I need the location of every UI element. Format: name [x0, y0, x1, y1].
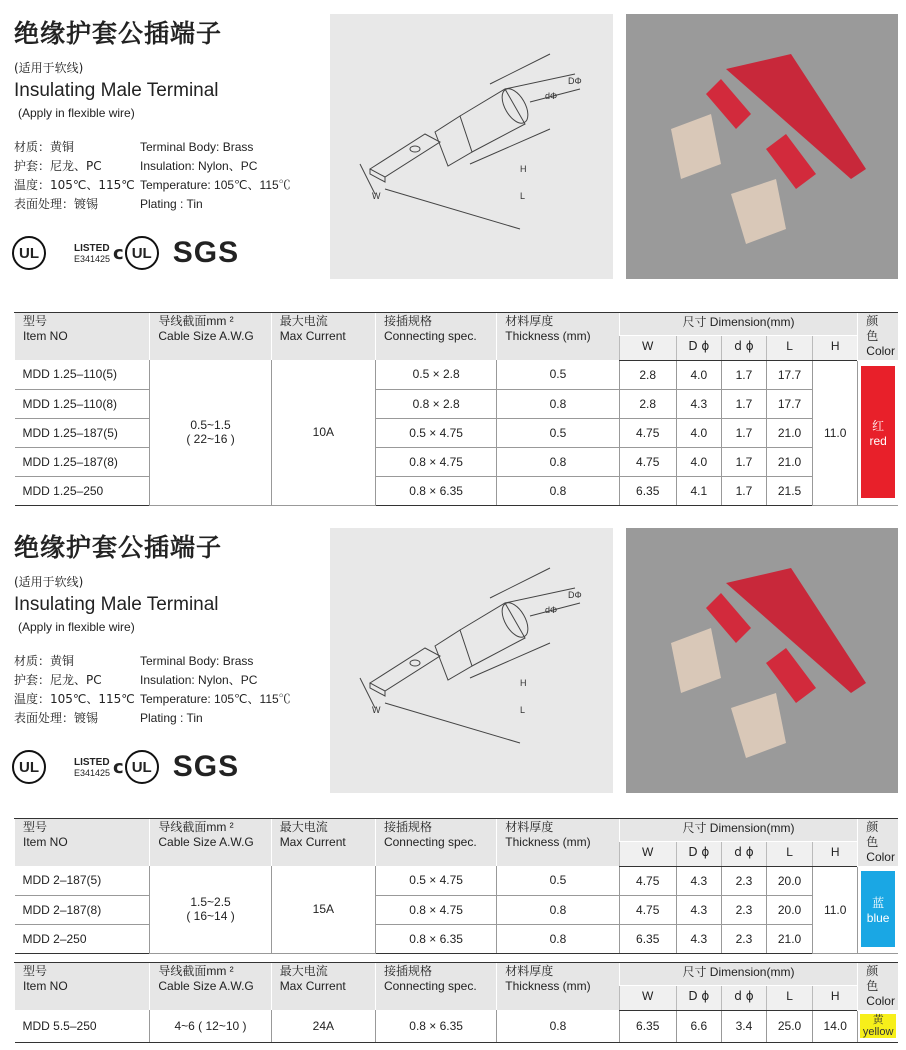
header-current	[271, 963, 375, 1011]
dim-d: 2.3	[721, 866, 766, 895]
certification-logos	[12, 750, 239, 784]
item-no: MDD 1.25–110(8)	[15, 389, 150, 418]
color-swatch	[858, 866, 898, 953]
product-photo	[626, 528, 898, 793]
thickness: 0.5	[497, 360, 619, 389]
color-name-en: red	[869, 433, 887, 448]
file-number: E341425	[74, 767, 111, 778]
max-current: 10A	[271, 360, 375, 505]
header-cable	[150, 963, 271, 1011]
L-label: L	[520, 191, 526, 201]
dim-W: 6.35	[619, 476, 676, 505]
dim-W: 6.35	[619, 924, 676, 953]
header-thickness	[497, 313, 619, 361]
conn-en: Connecting spec.	[383, 979, 477, 993]
color-swatch	[858, 360, 898, 505]
cable-mm: 0.5~1.5	[190, 418, 231, 433]
note-cn: (适用于软线)	[14, 575, 84, 589]
conn-spec: 0.8 × 6.35	[375, 924, 496, 953]
conn-spec: 0.5 × 2.8	[375, 360, 496, 389]
header-thickness	[497, 963, 619, 1011]
color-en: Color	[866, 850, 895, 864]
header-D: D ϕ	[676, 335, 721, 360]
c-mark: c	[113, 756, 124, 778]
color-name-cn: 黄	[872, 1014, 884, 1026]
header-conn	[375, 819, 496, 867]
header-W: W	[619, 841, 676, 866]
header-L: L	[767, 335, 813, 360]
cable-cn: 导线截面mm ²	[158, 964, 234, 978]
title-en: Insulating Male Terminal	[14, 594, 219, 615]
spec-cn: 表面处理：镀锡	[14, 197, 99, 211]
cable-size	[150, 360, 271, 505]
conn-spec: 0.8 × 4.75	[375, 895, 496, 924]
spec-en: Terminal Body: Brass	[140, 654, 254, 668]
thickness: 0.5	[497, 866, 619, 895]
title-cn: 绝缘护套公插端子	[14, 19, 223, 48]
spec-table-3	[14, 962, 898, 1043]
dim-d: 1.7	[721, 360, 766, 389]
thickness: 0.8	[497, 476, 619, 505]
cable-awg: ( 22~16 )	[186, 432, 235, 447]
header-d: d ϕ	[721, 985, 766, 1010]
red-terminal-photo-icon	[626, 14, 898, 279]
cable-cn: 导线截面mm ²	[158, 314, 234, 328]
thickness: 0.8	[497, 895, 619, 924]
item-no: MDD 1.25–110(5)	[15, 360, 150, 389]
file-number: E341425	[74, 253, 111, 264]
conn-spec: 0.5 × 4.75	[375, 418, 496, 447]
header-color	[858, 313, 898, 361]
header-D: D ϕ	[676, 841, 721, 866]
conn-spec: 0.8 × 4.75	[375, 447, 496, 476]
thick-cn: 材料厚度	[505, 820, 554, 834]
dim-W: 2.8	[619, 389, 676, 418]
cable-cn: 导线截面mm ²	[158, 820, 234, 834]
note-en: (Apply in flexible wire)	[18, 106, 135, 120]
dim-W: 2.8	[619, 360, 676, 389]
dim-D: 6.6	[676, 1010, 721, 1043]
sgs-logo: SGS	[172, 750, 240, 783]
dim-L: 17.7	[767, 389, 813, 418]
spec-list	[14, 138, 291, 214]
listed-text: LISTED	[74, 756, 110, 768]
note-cn: (适用于软线)	[14, 61, 84, 75]
spec-cn: 护套：尼龙、PC	[14, 673, 102, 687]
d-label: dΦ	[545, 91, 558, 101]
thickness: 0.8	[497, 924, 619, 953]
header-dimension: 尺寸 Dimension(mm)	[619, 819, 858, 842]
dim-L: 25.0	[767, 1010, 813, 1043]
item-no: MDD 1.25–187(8)	[15, 447, 150, 476]
spec-en: Insulation: Nylon、PC	[140, 159, 258, 173]
color-name-cn: 蓝	[872, 895, 885, 910]
header-W: W	[619, 985, 676, 1010]
cable-size	[150, 866, 271, 953]
dim-L: 21.0	[767, 418, 813, 447]
thick-cn: 材料厚度	[505, 964, 554, 978]
spec-cn: 材质：黄铜	[14, 654, 75, 668]
thickness: 0.8	[497, 447, 619, 476]
D-label: DΦ	[568, 590, 582, 600]
color-cn: 颜色	[866, 820, 879, 849]
cul-logo: UL	[125, 236, 159, 270]
dim-H: 11.0	[813, 866, 858, 953]
title-en: Insulating Male Terminal	[14, 80, 219, 101]
dim-L: 21.0	[767, 447, 813, 476]
item-cn: 型号	[23, 964, 48, 978]
header-d: d ϕ	[721, 335, 766, 360]
table-row	[15, 895, 899, 924]
item-no: MDD 2–187(8)	[15, 895, 150, 924]
current-en: Max Current	[279, 979, 346, 993]
dim-d: 1.7	[721, 389, 766, 418]
table-row	[15, 924, 899, 953]
d-label: dΦ	[545, 605, 558, 615]
item-no: MDD 1.25–187(5)	[15, 418, 150, 447]
cable-en: Cable Size A.W.G	[158, 835, 254, 849]
table-row	[15, 360, 899, 389]
technical-drawing	[330, 528, 613, 793]
product-photo	[626, 14, 898, 279]
cable-size: 4~6 ( 12~10 )	[150, 1010, 271, 1043]
color-swatch	[858, 1010, 898, 1043]
current-cn: 最大电流	[279, 964, 328, 978]
item-en: Item NO	[23, 329, 68, 343]
dim-W: 4.75	[619, 866, 676, 895]
dim-d: 1.7	[721, 476, 766, 505]
dim-d: 2.3	[721, 895, 766, 924]
thick-cn: 材料厚度	[505, 314, 554, 328]
dim-D: 4.0	[676, 418, 721, 447]
dim-L: 21.5	[767, 476, 813, 505]
item-cn: 型号	[23, 314, 48, 328]
current-en: Max Current	[279, 329, 346, 343]
header-current	[271, 819, 375, 867]
dim-D: 4.3	[676, 895, 721, 924]
W-label: W	[372, 705, 381, 715]
spec-list	[14, 652, 291, 728]
header-dimension: 尺寸 Dimension(mm)	[619, 963, 858, 986]
header-H: H	[813, 841, 858, 866]
max-current: 24A	[271, 1010, 375, 1043]
thick-en: Thickness (mm)	[505, 979, 591, 993]
dim-H: 14.0	[813, 1010, 858, 1043]
spec-en: Plating : Tin	[140, 197, 203, 211]
listed-text: LISTED	[74, 242, 110, 254]
conn-en: Connecting spec.	[383, 329, 477, 343]
header-conn	[375, 963, 496, 1011]
item-no: MDD 5.5–250	[15, 1010, 150, 1043]
conn-spec: 0.5 × 4.75	[375, 866, 496, 895]
current-cn: 最大电流	[279, 820, 328, 834]
thick-en: Thickness (mm)	[505, 835, 591, 849]
sgs-logo: SGS	[172, 236, 240, 269]
header-L: L	[767, 985, 813, 1010]
spec-en: Terminal Body: Brass	[140, 140, 254, 154]
header-item	[15, 313, 150, 361]
color-en: Color	[866, 994, 895, 1008]
header-cable	[150, 819, 271, 867]
header-color	[858, 819, 898, 867]
header-dimension: 尺寸 Dimension(mm)	[619, 313, 858, 336]
cable-awg: ( 16~14 )	[186, 909, 235, 924]
conn-cn: 接插规格	[383, 964, 432, 978]
item-no: MDD 1.25–250	[15, 476, 150, 505]
terminal-drawing-icon	[330, 14, 613, 279]
item-cn: 型号	[23, 820, 48, 834]
spec-en: Plating : Tin	[140, 711, 203, 725]
conn-spec: 0.8 × 2.8	[375, 389, 496, 418]
item-en: Item NO	[23, 979, 68, 993]
table-row	[15, 418, 899, 447]
color-name-en: yellow	[862, 1026, 894, 1038]
header-cable	[150, 313, 271, 361]
color-name-cn: 红	[872, 418, 885, 433]
color-cn: 颜色	[866, 964, 879, 993]
note-en: (Apply in flexible wire)	[18, 620, 135, 634]
dim-d: 1.7	[721, 418, 766, 447]
listed-mark	[74, 243, 110, 264]
D-label: DΦ	[568, 76, 582, 86]
table-row	[15, 476, 899, 505]
L-label: L	[520, 705, 526, 715]
spec-table-2	[14, 818, 898, 954]
spec-cn: 材质：黄铜	[14, 140, 75, 154]
item-no: MDD 2–250	[15, 924, 150, 953]
current-en: Max Current	[279, 835, 346, 849]
color-box	[861, 366, 895, 498]
dim-L: 20.0	[767, 866, 813, 895]
dim-D: 4.1	[676, 476, 721, 505]
spec-cn: 表面处理：镀锡	[14, 711, 99, 725]
color-box	[860, 1014, 896, 1038]
conn-spec: 0.8 × 6.35	[375, 1010, 496, 1043]
header-current	[271, 313, 375, 361]
conn-spec: 0.8 × 6.35	[375, 476, 496, 505]
header-thickness	[497, 819, 619, 867]
c-mark: c	[113, 242, 124, 264]
header-d: d ϕ	[721, 841, 766, 866]
header-H: H	[813, 335, 858, 360]
cable-en: Cable Size A.W.G	[158, 979, 254, 993]
ul-logo: UL	[12, 236, 46, 270]
color-en: Color	[866, 344, 895, 358]
header-item	[15, 819, 150, 867]
spec-en: Temperature: 105℃、115℃	[140, 692, 291, 706]
item-en: Item NO	[23, 835, 68, 849]
spec-en: Temperature: 105℃、115℃	[140, 178, 291, 192]
conn-cn: 接插规格	[383, 820, 432, 834]
dim-d: 2.3	[721, 924, 766, 953]
dim-L: 17.7	[767, 360, 813, 389]
color-box	[861, 871, 895, 947]
W-label: W	[372, 191, 381, 201]
conn-cn: 接插规格	[383, 314, 432, 328]
header-color	[858, 963, 898, 1011]
title-cn: 绝缘护套公插端子	[14, 533, 223, 562]
thickness: 0.8	[497, 389, 619, 418]
dim-H: 11.0	[813, 360, 858, 505]
dim-L: 20.0	[767, 895, 813, 924]
dim-L: 21.0	[767, 924, 813, 953]
dim-D: 4.3	[676, 924, 721, 953]
header-D: D ϕ	[676, 985, 721, 1010]
current-cn: 最大电流	[279, 314, 328, 328]
H-label: H	[520, 678, 527, 688]
header-H: H	[813, 985, 858, 1010]
dim-W: 6.35	[619, 1010, 676, 1043]
listed-mark	[74, 757, 110, 778]
dim-D: 4.3	[676, 866, 721, 895]
table-row	[15, 447, 899, 476]
thickness: 0.5	[497, 418, 619, 447]
cable-en: Cable Size A.W.G	[158, 329, 254, 343]
red-terminal-photo-icon	[626, 528, 898, 793]
dim-W: 4.75	[619, 418, 676, 447]
table-row	[15, 389, 899, 418]
dim-W: 4.75	[619, 895, 676, 924]
header-conn	[375, 313, 496, 361]
dim-d: 3.4	[721, 1010, 766, 1043]
spec-cn: 温度：105℃、115℃	[14, 692, 135, 706]
H-label: H	[520, 164, 527, 174]
dim-d: 1.7	[721, 447, 766, 476]
thickness: 0.8	[497, 1010, 619, 1043]
cable-mm: 1.5~2.5	[190, 895, 231, 910]
terminal-drawing-icon	[330, 528, 613, 793]
spec-table-1	[14, 312, 898, 506]
dim-D: 4.0	[676, 360, 721, 389]
item-no: MDD 2–187(5)	[15, 866, 150, 895]
header-item	[15, 963, 150, 1011]
color-name-en: blue	[866, 910, 890, 925]
color-cn: 颜色	[866, 314, 879, 343]
spec-cn: 温度：105℃、115℃	[14, 178, 135, 192]
header-L: L	[767, 841, 813, 866]
spec-en: Insulation: Nylon、PC	[140, 673, 258, 687]
certification-logos	[12, 236, 239, 270]
thick-en: Thickness (mm)	[505, 329, 591, 343]
ul-logo: UL	[12, 750, 46, 784]
max-current: 15A	[271, 866, 375, 953]
table-row	[15, 866, 899, 895]
conn-en: Connecting spec.	[383, 835, 477, 849]
header-W: W	[619, 335, 676, 360]
cul-logo: UL	[125, 750, 159, 784]
dim-W: 4.75	[619, 447, 676, 476]
spec-cn: 护套：尼龙、PC	[14, 159, 102, 173]
technical-drawing	[330, 14, 613, 279]
dim-D: 4.0	[676, 447, 721, 476]
table-row	[15, 1010, 899, 1043]
dim-D: 4.3	[676, 389, 721, 418]
